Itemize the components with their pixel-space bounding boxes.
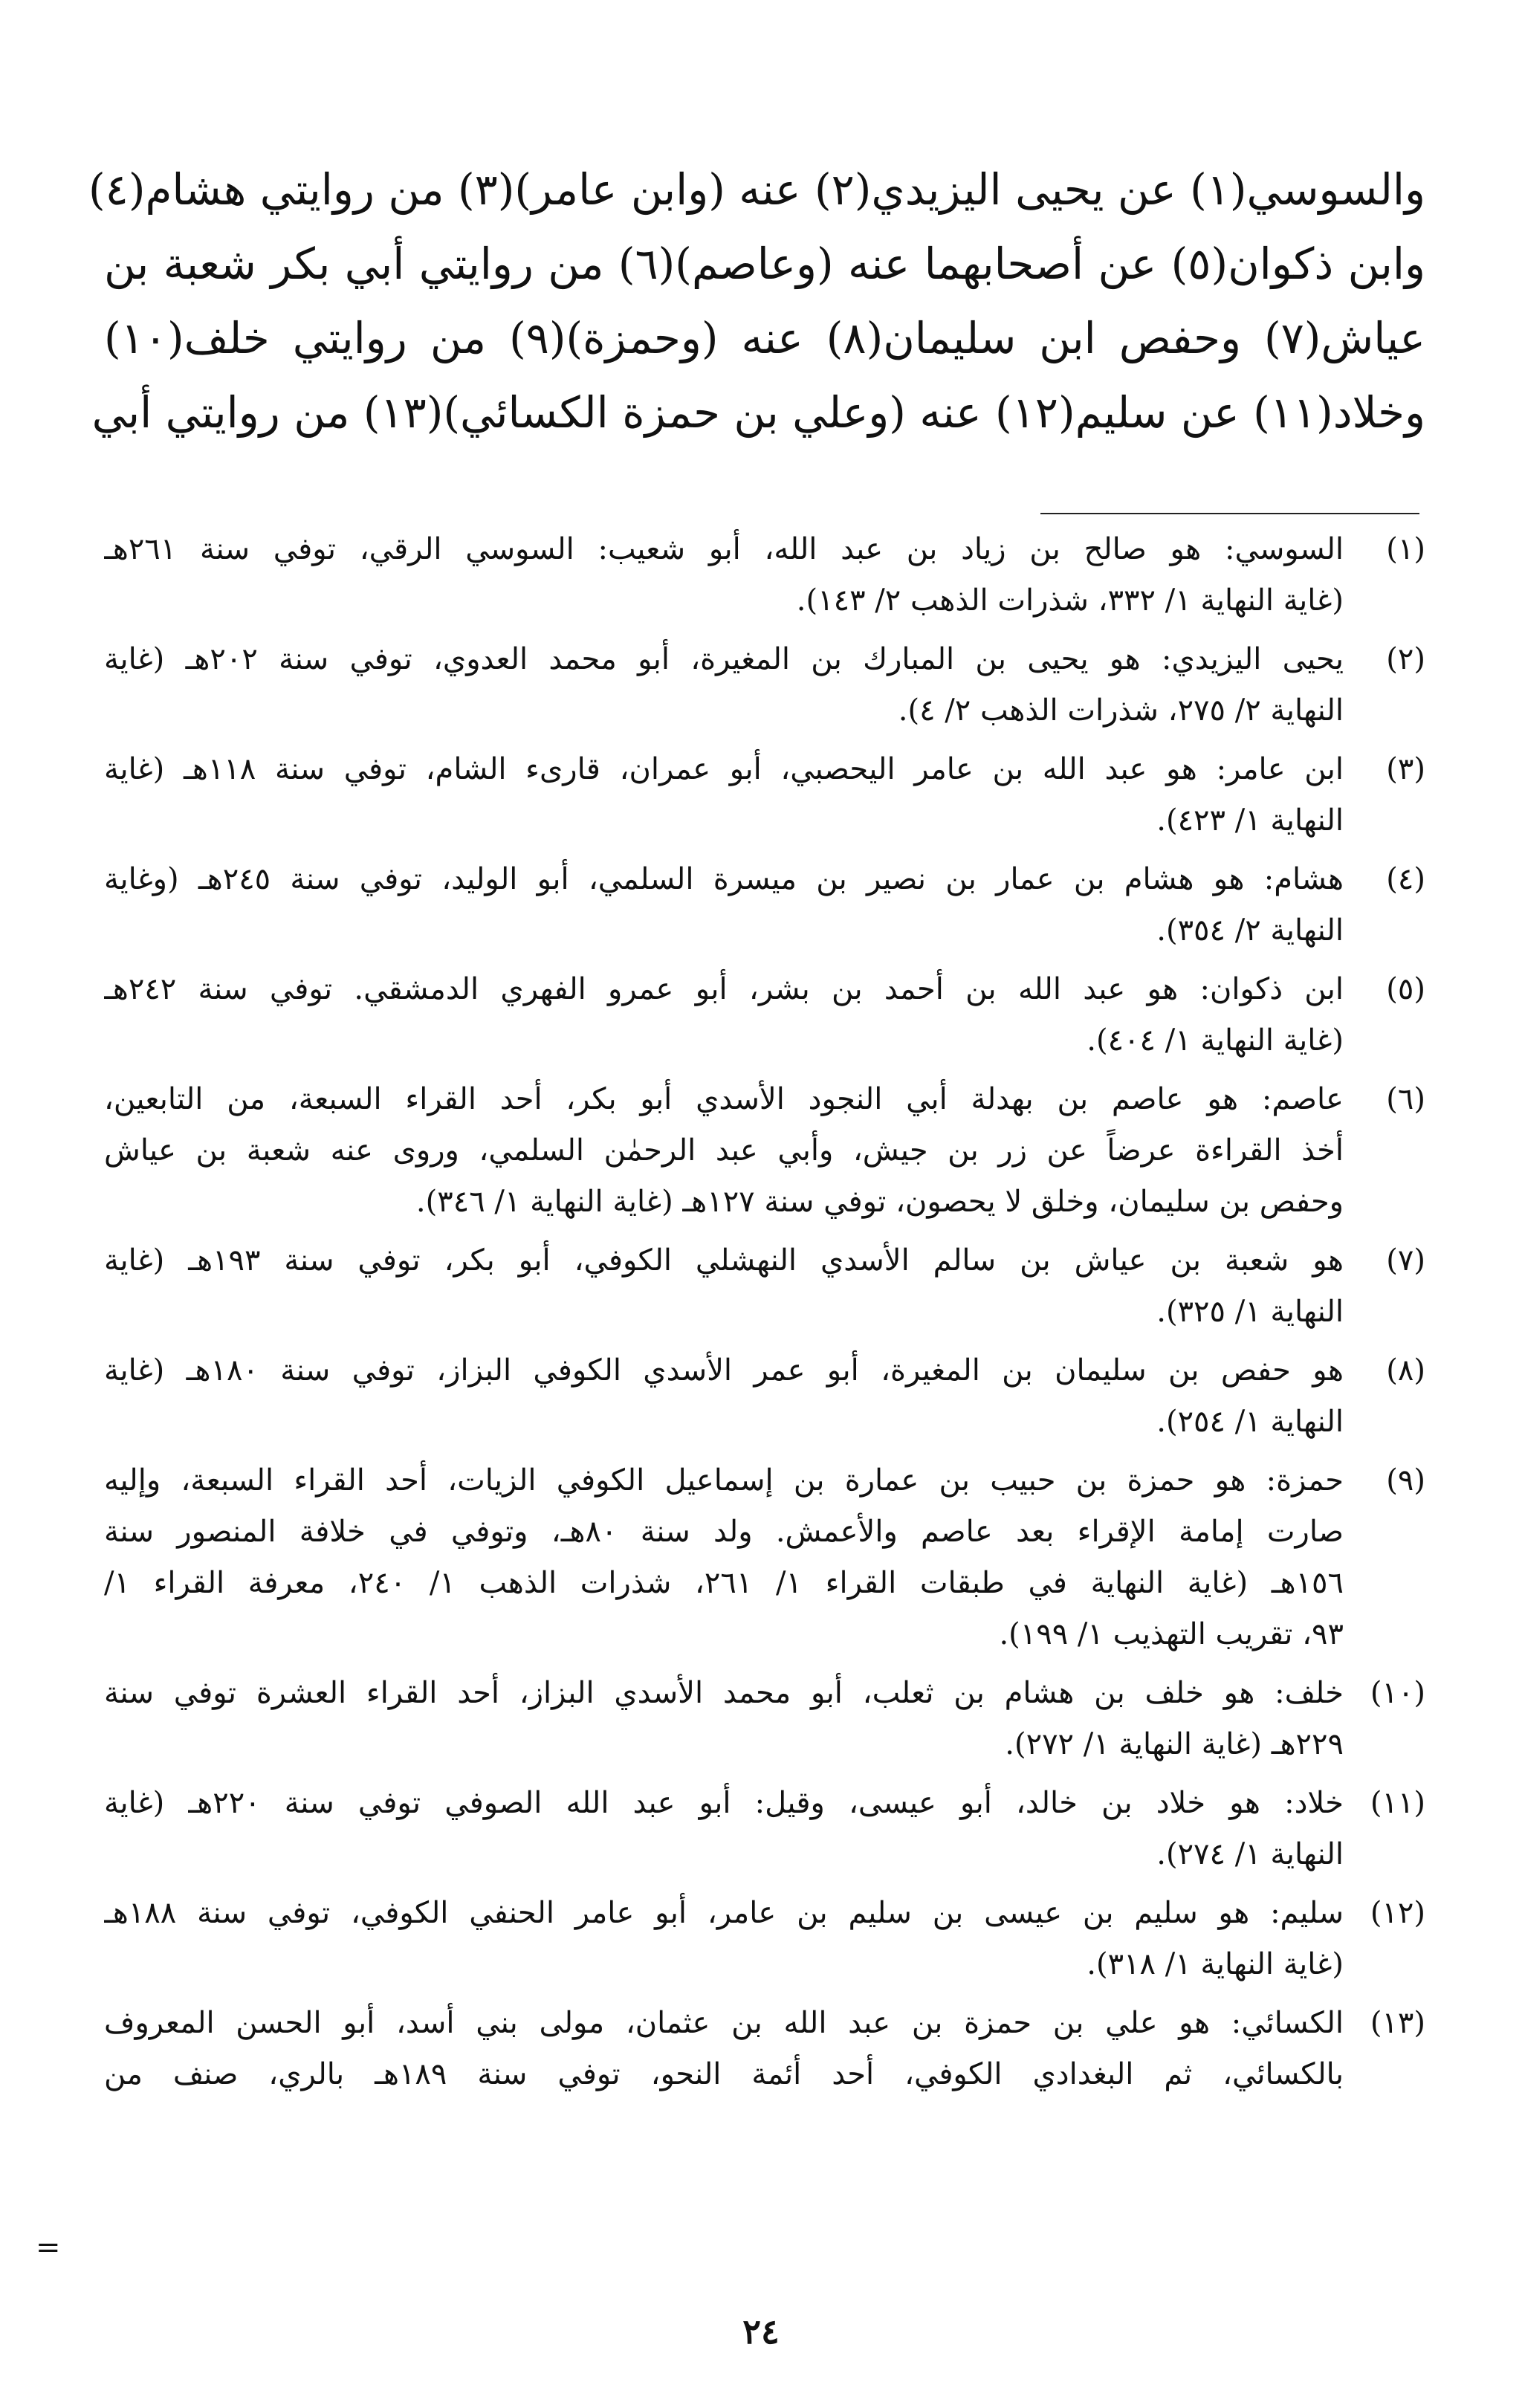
footnote-10 bbox=[104, 1668, 1425, 1770]
footnote-line: ابن عامر: هو عبد الله بن عامر اليحصبي، أبو عمران، قارىء الشام، توفي سنة ١١٨هـ (غاية bbox=[104, 752, 1344, 786]
footnote-line: النهاية ١/ ٣٢٥). bbox=[1156, 1295, 1344, 1329]
footnote-line: سليم: هو سليم بن عيسى بن سليم بن عامر، أبو عامر الحنفي الكوفي، توفي سنة ١٨٨هـ bbox=[104, 1896, 1344, 1930]
footnote-9 bbox=[104, 1455, 1425, 1660]
footnote-12 bbox=[104, 1888, 1425, 1990]
footnote-line: صارت إمامة الإقراء بعد عاصم والأعمش. ولد سنة ٨٠هـ، وتوفي في خلافة المنصور سنة bbox=[104, 1515, 1344, 1549]
footnote-line: يحيى اليزيدي: هو يحيى بن المبارك بن المغيرة، أبو محمد العدوي، توفي سنة ٢٠٢هـ (غاية bbox=[104, 642, 1344, 676]
footnote-4 bbox=[104, 854, 1425, 957]
footnote-6 bbox=[104, 1074, 1425, 1228]
main-text-line: وخلاد(١١) عن سليم(١٢) عنه (وعلي بن حمزة الكسائي)(١٣) من روايتي أبي bbox=[91, 387, 1425, 438]
continuation-mark: = bbox=[36, 2230, 61, 2265]
footnote-number: (٢) bbox=[1386, 642, 1425, 676]
footnote-line: (غاية النهاية ١/ ٣٣٢، شذرات الذهب ٢/ ١٤٣). bbox=[796, 583, 1344, 618]
footnote-line: حمزة: هو حمزة بن حبيب بن عمارة بن إسماعيل الكوفي الزيات، أحد القراء السبعة، وإليه bbox=[104, 1463, 1344, 1498]
footnote-number: (٣) bbox=[1386, 752, 1425, 786]
footnotes bbox=[104, 524, 1425, 2108]
footnote-line: النهاية ٢/ ٣٥٤). bbox=[1156, 913, 1344, 948]
footnote-line: هو حفص بن سليمان بن المغيرة، أبو عمر الأسدي الكوفي البزاز، توفي سنة ١٨٠هـ (غاية bbox=[104, 1353, 1344, 1388]
footnote-line: خلاد: هو خلاد بن خالد، أبو عيسى، وقيل: أبو عبد الله الصوفي توفي سنة ٢٢٠هـ (غاية bbox=[104, 1786, 1344, 1820]
footnote-2 bbox=[104, 634, 1425, 737]
footnote-number: (٦) bbox=[1386, 1082, 1425, 1116]
footnote-line: خلف: هو خلف بن هشام بن ثعلب، أبو محمد الأسدي البزاز، أحد القراء العشرة توفي سنة bbox=[104, 1676, 1344, 1710]
footnote-3 bbox=[104, 744, 1425, 847]
footnote-line: أخذ القراءة عرضاً عن زر بن جيش، وأبي عبد الرحمٰن السلمي، وروى عنه شعبة بن عياش bbox=[104, 1133, 1344, 1168]
footnote-11 bbox=[104, 1778, 1425, 1880]
main-text-line: وابن ذكوان(٥) عن أصحابهما عنه (وعاصم)(٦) من روايتي أبي بكر شعبة بن bbox=[104, 239, 1425, 289]
footnote-line: هو شعبة بن عياش بن سالم الأسدي النهشلي الكوفي، أبو بكر، توفي سنة ١٩٣هـ (غاية bbox=[104, 1243, 1344, 1278]
footnote-line: (غاية النهاية ١/ ٤٠٤). bbox=[1087, 1023, 1344, 1058]
footnote-line: النهاية ١/ ٤٢٣). bbox=[1156, 803, 1344, 838]
footnote-line: هشام: هو هشام بن عمار بن نصير بن ميسرة السلمي، أبو الوليد، توفي سنة ٢٤٥هـ (وغاية bbox=[104, 862, 1344, 896]
footnote-13 bbox=[104, 1998, 1425, 2100]
footnote-line: وحفص بن سليمان، وخلق لا يحصون، توفي سنة ١٢٧هـ (غاية النهاية ١/ ٣٤٦). bbox=[415, 1185, 1344, 1219]
footnote-7 bbox=[104, 1235, 1425, 1338]
footnote-line: الكسائي: هو علي بن حمزة بن عبد الله بن عثمان، مولى بني أسد، أبو الحسن المعروف bbox=[104, 2006, 1344, 2040]
footnote-5 bbox=[104, 964, 1425, 1067]
main-text-line: والسوسي(١) عن يحيى اليزيدي(٢) عنه (وابن عامر)(٣) من روايتي هشام(٤) bbox=[88, 164, 1425, 215]
footnote-number: (١٠) bbox=[1370, 1676, 1425, 1710]
footnote-number: (١٣) bbox=[1370, 2006, 1425, 2040]
main-text bbox=[88, 152, 1426, 450]
footnote-1 bbox=[104, 524, 1425, 627]
footnote-line: ابن ذكوان: هو عبد الله بن أحمد بن بشر، أبو عمرو الفهري الدمشقي. توفي سنة ٢٤٢هـ bbox=[104, 972, 1344, 1006]
footnote-number: (١١) bbox=[1370, 1786, 1425, 1820]
footnote-line: النهاية ١/ ٢٧٤). bbox=[1156, 1837, 1344, 1871]
footnote-number: (٤) bbox=[1386, 862, 1425, 896]
footnote-line: عاصم: هو عاصم بن بهدلة أبي النجود الأسدي أبو بكر، أحد القراء السبعة، من التابعين، bbox=[104, 1082, 1344, 1116]
page-number: ٢٤ bbox=[742, 2311, 780, 2352]
footnote-number: (١٢) bbox=[1370, 1896, 1425, 1930]
footnote-line: النهاية ٢/ ٢٧٥، شذرات الذهب ٢/ ٤). bbox=[898, 693, 1344, 728]
footnote-number: (٧) bbox=[1386, 1243, 1425, 1278]
footnote-line: ١٥٦هـ (غاية النهاية في طبقات القراء ١/ ٢٦١، شذرات الذهب ١/ ٢٤٠، معرفة القراء ١/ bbox=[104, 1566, 1344, 1600]
footnote-separator-rule bbox=[1040, 513, 1419, 514]
main-text-line: عياش(٧) وحفص ابن سليمان(٨) عنه (وحمزة)(٩) من روايتي خلف(١٠) bbox=[104, 313, 1426, 363]
footnote-line: بالكسائي، ثم البغدادي الكوفي، أحد أئمة النحو، توفي سنة ١٨٩هـ بالري، صنف من bbox=[104, 2057, 1344, 2091]
footnote-number: (٩) bbox=[1386, 1463, 1425, 1498]
footnote-line: (غاية النهاية ١/ ٣١٨). bbox=[1087, 1947, 1344, 1981]
footnote-number: (٨) bbox=[1386, 1353, 1425, 1388]
footnote-line: ٩٣، تقريب التهذيب ١/ ١٩٩). bbox=[999, 1617, 1344, 1651]
footnote-8 bbox=[104, 1345, 1425, 1448]
footnote-line: ٢٢٩هـ (غاية النهاية ١/ ٢٧٢). bbox=[1005, 1727, 1344, 1761]
footnote-line: السوسي: هو صالح بن زياد بن عبد الله، أبو شعيب: السوسي الرقي، توفي سنة ٢٦١هـ bbox=[104, 532, 1344, 566]
footnote-number: (٥) bbox=[1386, 972, 1425, 1006]
footnote-line: النهاية ١/ ٢٥٤). bbox=[1156, 1405, 1344, 1439]
footnote-number: (١) bbox=[1386, 532, 1425, 566]
